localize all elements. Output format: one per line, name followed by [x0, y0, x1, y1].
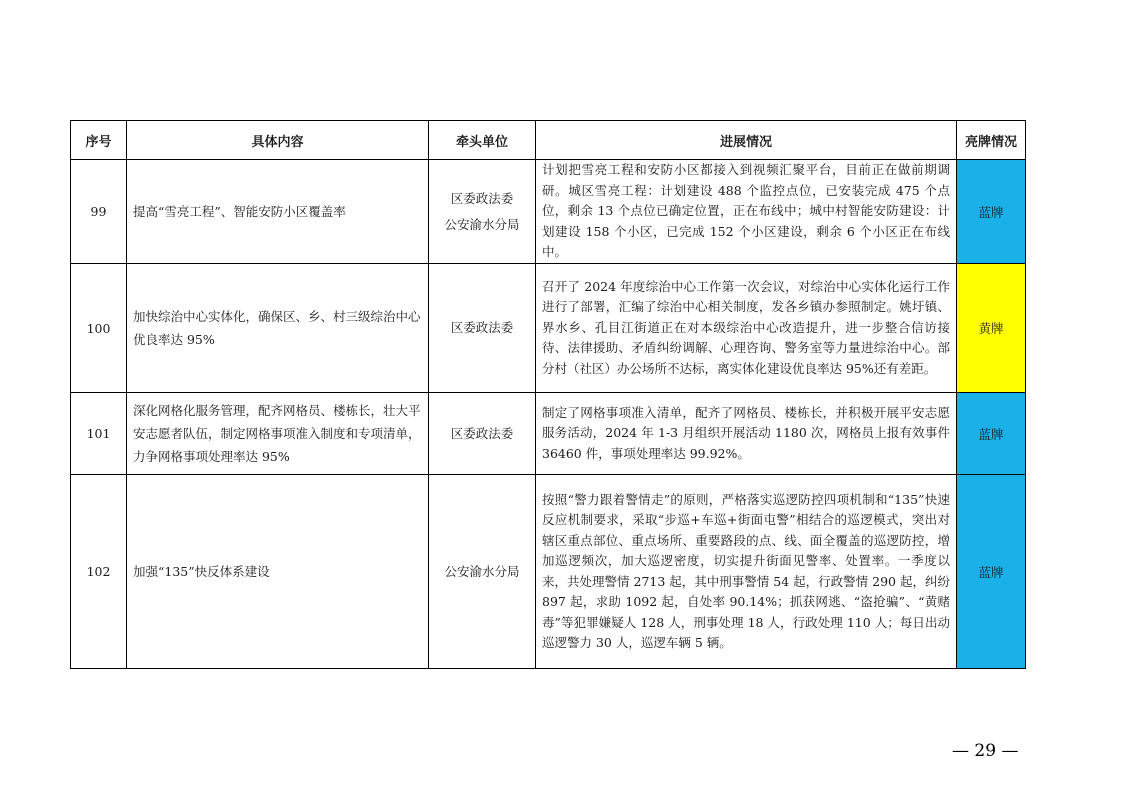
- status-badge: 蓝牌: [957, 160, 1026, 264]
- table-row: [71, 160, 1026, 264]
- row-progress: 计划把雪亮工程和安防小区都接入到视频汇聚平台，目前正在做前期调研。城区雪亮工程：计划建设 488 个监控点位，已安装完成 475 个点位，剩余 13 个点位已确定位置，正在布线中；城中村智能安防建设：计划建设 158 个小区，已完成 152 个小区建设，剩余 6 个小区正在布线中。: [536, 160, 957, 264]
- header-status: 亮牌情况: [957, 121, 1026, 160]
- unit-name: 区委政法委: [450, 425, 514, 441]
- row-unit: [429, 393, 536, 475]
- unit-name: 区委政法委: [450, 190, 514, 206]
- unit-name: 区委政法委: [450, 320, 514, 335]
- row-progress: 制定了网格事项准入清单，配齐了网格员、楼栋长，并积极开展平安志愿服务活动，2024 年 1-3 月组织开展活动 1180 次，网格员上报有效事件 36460 件，事项处理率达 99.92%。: [536, 393, 957, 475]
- header-content: 具体内容: [127, 121, 429, 160]
- header-progress: 进展情况: [536, 121, 957, 160]
- row-seq: 102: [71, 475, 127, 669]
- row-seq: 101: [71, 393, 127, 475]
- row-content: 加强“135”快反体系建设: [127, 475, 429, 669]
- row-progress: 召开了 2024 年度综治中心工作第一次会议，对综治中心实体化运行工作进行了部署，汇编了综治中心相关制度，发各乡镇办参照制定。姚圩镇、界水乡、孔目江街道正在对本级综治中心改造提升，进一步整合信访接待、法律援助、矛盾纠纷调解、心理咨询、警务室等力量进综治中心。部分村（社区）办公场所不达标，离实体化建设优良率达 95%还有差距。: [536, 264, 957, 393]
- progress-table: [70, 120, 1026, 669]
- row-seq: 99: [71, 160, 127, 264]
- table-row: [71, 475, 1026, 669]
- header-seq: 序号: [71, 121, 127, 160]
- header-row: [71, 121, 1026, 160]
- row-content: 提高“雪亮工程”、智能安防小区覆盖率: [127, 160, 429, 264]
- status-badge: 蓝牌: [957, 475, 1026, 669]
- table-row: [71, 393, 1026, 475]
- row-unit: [429, 475, 536, 669]
- header-unit: 牵头单位: [429, 121, 536, 160]
- row-unit: [429, 160, 536, 264]
- row-progress: 按照“警力跟着警情走”的原则，严格落实巡逻防控四项机制和“135”快速反应机制要求，采取“步巡+车巡+街面屯警”相结合的巡逻模式，突出对辖区重点部位、重点场所、重要路段的点、线、面全覆盖的巡逻防控，增加巡逻频次，加大巡逻密度，切实提升街面见警率、处置率。一季度以来，共处理警情 2713 起，其中刑事警情 54 起，行政警情 290 起，纠纷 897 起，求助 1092 起，自处率 90.14%；抓获网逃、“盗抢骗”、“黄赌毒”等犯罪嫌疑人 128 人，刑事处理 18 人，行政处理 110 人；每日出动巡逻警力 30 人，巡逻车辆 5 辆。: [536, 475, 957, 669]
- row-seq: 100: [71, 264, 127, 393]
- status-badge: 黄牌: [957, 264, 1026, 393]
- unit-name: 公安渝水分局: [444, 563, 520, 579]
- row-content: 深化网格化服务管理，配齐网格员、楼栋长，壮大平安志愿者队伍，制定网格事项准入制度和专项清单，力争网格事项处理率达 95%: [127, 393, 429, 475]
- table-row: [71, 264, 1026, 393]
- unit-name: 公安渝水分局: [444, 216, 520, 232]
- row-unit: [429, 264, 536, 393]
- page-number: — 29 —: [952, 741, 1019, 761]
- row-content: 加快综治中心实体化，确保区、乡、村三级综治中心优良率达 95%: [127, 264, 429, 393]
- status-badge: 蓝牌: [957, 393, 1026, 475]
